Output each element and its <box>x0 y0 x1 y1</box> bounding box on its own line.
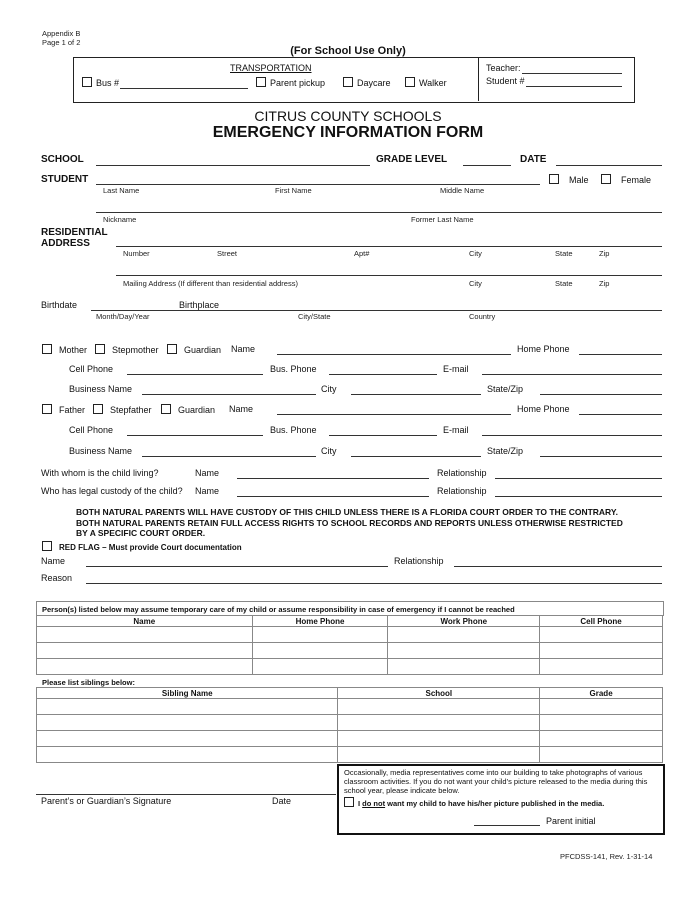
mother-home-phone-line[interactable] <box>579 354 662 355</box>
father-guardian-option[interactable] <box>161 404 215 415</box>
zip-caption: Zip <box>599 249 610 258</box>
nickname-line[interactable] <box>96 212 662 213</box>
walker-checkbox[interactable] <box>405 77 415 87</box>
daycare-label: Daycare <box>357 78 391 88</box>
mother-checkbox[interactable] <box>42 344 52 354</box>
stepfather-checkbox[interactable] <box>93 404 103 414</box>
grade-level-label: GRADE LEVEL <box>376 154 448 165</box>
female-option[interactable] <box>601 174 651 185</box>
table-cell[interactable] <box>252 643 388 659</box>
bus-label: Bus # <box>96 78 120 88</box>
number-caption: Number <box>123 249 150 258</box>
state-caption: State <box>555 249 573 258</box>
living-relationship-line[interactable] <box>495 478 662 479</box>
father-email-line[interactable] <box>482 435 662 436</box>
do-not-emphasis: do not <box>362 799 386 808</box>
mailing-state-caption: State <box>555 279 573 288</box>
former-last-name-caption: Former Last Name <box>411 215 474 224</box>
district-title: CITRUS COUNTY SCHOOLS <box>254 108 442 124</box>
walker-option[interactable] <box>405 77 447 88</box>
student-number-label: Student # <box>486 76 525 86</box>
transportation-label: TRANSPORTATION <box>230 63 312 73</box>
father-city-label: City <box>321 446 337 456</box>
page-label: Page 1 of 2 <box>42 38 81 47</box>
apt-caption: Apt# <box>354 249 370 258</box>
table-row[interactable] <box>37 643 663 659</box>
mother-statezip-line[interactable] <box>540 394 662 395</box>
table-cell[interactable] <box>37 731 338 747</box>
mother-statezip-label: State/Zip <box>487 384 524 394</box>
mother-option[interactable] <box>42 344 87 355</box>
custody-notice: BOTH NATURAL PARENTS WILL HAVE CUSTODY OF THIS CHILD UNLESS THERE IS A FLORIDA COURT ORDER TO THE CONTRARY. BOTH NATURAL PARENTS RETAIN FULL ACCESS RIGHTS TO SCHOOL RECORDS AND REPORTS UNLESS OTHERWISE RESTRICTED BY A SPECIFIC COURT ORDER. <box>76 507 623 538</box>
mailing-caption: Mailing Address (If different than residential address) <box>123 279 298 288</box>
legal-name-label: Name <box>195 486 220 496</box>
female-checkbox[interactable] <box>601 174 611 184</box>
mother-email-line[interactable] <box>482 374 662 375</box>
legal-name-line[interactable] <box>237 496 429 497</box>
box-divider <box>478 57 479 101</box>
father-home-phone-label: Home Phone <box>517 404 570 414</box>
mother-business-line[interactable] <box>142 394 316 395</box>
table-cell[interactable] <box>540 643 663 659</box>
col-work-phone: Work Phone <box>388 616 540 627</box>
living-name-line[interactable] <box>237 478 429 479</box>
first-name-caption: First Name <box>275 186 312 195</box>
street-caption: Street <box>217 249 238 258</box>
stepfather-label: Stepfather <box>110 405 152 415</box>
last-name-caption: Last Name <box>103 186 140 195</box>
father-cell-label: Cell Phone <box>69 425 114 435</box>
mother-email-label: E-mail <box>443 364 469 374</box>
mother-label: Mother <box>59 345 88 355</box>
red-flag-label: RED FLAG – Must provide Court documentation <box>59 543 242 552</box>
mother-cell-line[interactable] <box>127 374 263 375</box>
red-flag-relationship-label: Relationship <box>394 556 444 566</box>
father-guardian-checkbox[interactable] <box>161 404 171 414</box>
table-row[interactable] <box>37 731 663 747</box>
table-cell[interactable] <box>540 715 663 731</box>
bus-checkbox[interactable] <box>82 77 92 87</box>
father-bus-phone-label: Bus. Phone <box>270 425 317 435</box>
signature-date-label: Date <box>272 796 292 806</box>
father-statezip-line[interactable] <box>540 456 662 457</box>
bus-number-line[interactable] <box>120 88 248 89</box>
birthplace-label: Birthplace <box>179 300 220 310</box>
table-cell[interactable] <box>338 715 540 731</box>
media-text: Occasionally, media representatives come into our building to take photographs of various classroom activities. If you do not want your child’s picture released to the media during this school year, please indicate below. <box>344 768 648 795</box>
school-line[interactable] <box>96 165 370 166</box>
table-cell[interactable] <box>338 731 540 747</box>
table-cell[interactable] <box>540 699 663 715</box>
parent-initial-line[interactable] <box>474 825 540 826</box>
parent-pickup-label: Parent pickup <box>270 78 326 88</box>
red-flag-name-label: Name <box>41 556 66 566</box>
father-name-line[interactable] <box>277 414 511 415</box>
bus-checkbox-row[interactable] <box>82 77 119 88</box>
table-cell[interactable] <box>37 747 338 763</box>
father-business-line[interactable] <box>142 456 316 457</box>
male-label: Male <box>569 175 589 185</box>
table-cell[interactable] <box>37 643 253 659</box>
siblings-caption: Please list siblings below: <box>42 678 135 687</box>
siblings-table <box>36 687 663 763</box>
form-title: EMERGENCY INFORMATION FORM <box>212 124 484 141</box>
stepmother-option[interactable] <box>95 344 159 355</box>
father-option[interactable] <box>42 404 85 415</box>
legal-custody-label: Who has legal custody of the child? <box>41 486 183 496</box>
residential-address-line[interactable] <box>116 246 662 247</box>
date-line[interactable] <box>556 165 662 166</box>
table-cell[interactable] <box>252 627 388 643</box>
father-bus-phone-line[interactable] <box>329 435 437 436</box>
school-use-title: (For School Use Only) <box>290 45 406 57</box>
mailing-city-caption: City <box>469 279 482 288</box>
table-cell[interactable] <box>37 699 338 715</box>
parent-pickup-checkbox[interactable] <box>256 77 266 87</box>
emergency-caption-box <box>36 601 664 616</box>
red-flag-name-line[interactable] <box>86 566 388 567</box>
table-cell[interactable] <box>388 627 540 643</box>
emergency-header-row <box>37 616 663 627</box>
table-cell[interactable] <box>540 627 663 643</box>
parent-pickup-option[interactable] <box>256 77 325 88</box>
mdy-caption: Month/Day/Year <box>96 312 150 321</box>
form-code: PFCDSS-141, Rev. 1-31-14 <box>560 852 653 861</box>
table-cell[interactable] <box>540 731 663 747</box>
nickname-caption: Nickname <box>103 215 137 224</box>
father-statezip-label: State/Zip <box>487 446 524 456</box>
mother-guardian-checkbox[interactable] <box>167 344 177 354</box>
signature-label: Parent’s or Guardian’s Signature <box>41 796 172 806</box>
table-cell[interactable] <box>540 659 663 675</box>
stepfather-option[interactable] <box>93 404 152 415</box>
middle-name-caption: Middle Name <box>440 186 485 195</box>
table-cell[interactable] <box>252 659 388 675</box>
birth-line[interactable] <box>91 310 662 311</box>
col-school: School <box>338 688 540 699</box>
table-cell[interactable] <box>37 659 253 675</box>
mailing-address-line[interactable] <box>116 275 662 276</box>
mother-name-line[interactable] <box>277 354 511 355</box>
male-checkbox[interactable] <box>549 174 559 184</box>
father-business-label: Business Name <box>69 446 133 456</box>
media-opt-out-checkbox[interactable] <box>344 797 354 807</box>
female-label: Female <box>621 175 652 185</box>
father-guardian-label: Guardian <box>178 405 216 415</box>
table-cell[interactable] <box>338 747 540 763</box>
mother-name-label: Name <box>231 344 256 354</box>
daycare-checkbox[interactable] <box>343 77 353 87</box>
teacher-line[interactable] <box>522 73 622 74</box>
student-name-line[interactable] <box>96 184 540 185</box>
reason-label: Reason <box>41 573 73 583</box>
col-cell-phone: Cell Phone <box>540 616 663 627</box>
father-name-label: Name <box>229 404 254 414</box>
table-cell[interactable] <box>388 643 540 659</box>
grade-level-line[interactable] <box>463 165 511 166</box>
mailing-zip-caption: Zip <box>599 279 610 288</box>
table-row[interactable] <box>37 747 663 763</box>
mother-home-phone-label: Home Phone <box>517 344 570 354</box>
mother-city-line[interactable] <box>351 394 481 395</box>
residential-label: RESIDENTIAL <box>41 227 108 238</box>
table-row[interactable] <box>37 627 663 643</box>
father-cell-line[interactable] <box>127 435 263 436</box>
date-label: DATE <box>520 154 547 165</box>
living-relationship-label: Relationship <box>437 468 487 478</box>
mother-cell-label: Cell Phone <box>69 364 114 374</box>
table-cell[interactable] <box>388 659 540 675</box>
table-cell[interactable] <box>540 747 663 763</box>
stepmother-label: Stepmother <box>112 345 159 355</box>
table-row[interactable] <box>37 699 663 715</box>
school-label: SCHOOL <box>41 154 84 165</box>
teacher-label: Teacher: <box>486 63 521 73</box>
table-cell[interactable] <box>338 699 540 715</box>
table-cell[interactable] <box>37 715 338 731</box>
emergency-contacts-table <box>36 615 663 675</box>
living-with-label: With whom is the child living? <box>41 468 159 478</box>
address-label: ADDRESS <box>41 238 90 249</box>
siblings-header-row <box>37 688 663 699</box>
table-cell[interactable] <box>37 627 253 643</box>
daycare-option[interactable] <box>343 77 391 88</box>
father-email-label: E-mail <box>443 425 469 435</box>
country-caption: Country <box>469 312 496 321</box>
student-label: STUDENT <box>41 174 89 185</box>
col-name: Name <box>37 616 253 627</box>
male-option[interactable] <box>549 174 589 185</box>
red-flag-checkbox[interactable] <box>42 541 52 551</box>
col-home-phone: Home Phone <box>252 616 388 627</box>
mother-bus-phone-label: Bus. Phone <box>270 364 317 374</box>
birthdate-label: Birthdate <box>41 300 78 310</box>
red-flag-relationship-line[interactable] <box>454 566 662 567</box>
media-opt-out[interactable] <box>344 797 644 809</box>
walker-label: Walker <box>419 78 447 88</box>
emergency-caption: Person(s) listed below may assume temporary care of my child or assume responsibility in case of emergency if I cannot be reached <box>42 605 515 614</box>
appendix-label: Appendix B <box>42 29 81 38</box>
father-label: Father <box>59 405 86 415</box>
col-grade: Grade <box>540 688 663 699</box>
father-home-phone-line[interactable] <box>579 414 662 415</box>
citystate-caption: City/State <box>298 312 331 321</box>
father-checkbox[interactable] <box>42 404 52 414</box>
parent-initial-label: Parent initial <box>546 816 596 826</box>
legal-relationship-line[interactable] <box>495 496 662 497</box>
father-city-line[interactable] <box>351 456 481 457</box>
col-sibling-name: Sibling Name <box>37 688 338 699</box>
mother-guardian-label: Guardian <box>184 345 222 355</box>
living-name-label: Name <box>195 468 220 478</box>
mother-guardian-option[interactable] <box>167 344 221 355</box>
mother-business-label: Business Name <box>69 384 133 394</box>
media-opt-out-label: I do not want my child to have his/her picture published in the media. <box>358 799 605 808</box>
reason-line[interactable] <box>86 583 662 584</box>
signature-line[interactable] <box>36 794 336 795</box>
city-caption: City <box>469 249 482 258</box>
student-number-line[interactable] <box>526 86 622 87</box>
mother-bus-phone-line[interactable] <box>329 374 437 375</box>
mother-city-label: City <box>321 384 337 394</box>
red-flag-option[interactable] <box>42 541 242 552</box>
legal-relationship-label: Relationship <box>437 486 487 496</box>
table-row[interactable] <box>37 715 663 731</box>
stepmother-checkbox[interactable] <box>95 344 105 354</box>
table-row[interactable] <box>37 659 663 675</box>
